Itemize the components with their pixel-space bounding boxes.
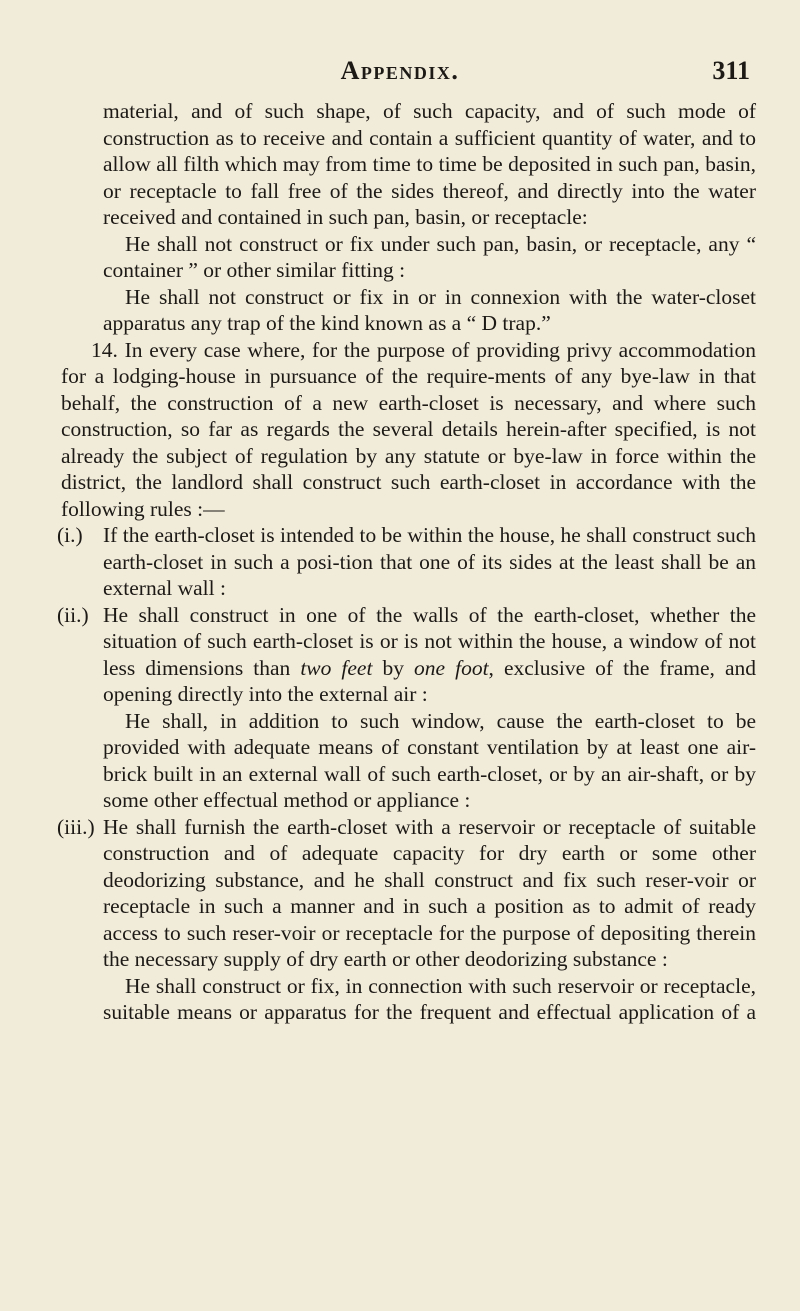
body-text (0, 98, 800, 1026)
rule-text-ii-italic-one-foot: one foot (414, 655, 489, 680)
rule-iii-apparatus-clause: He shall construct or fix, in connection with such reservoir or receptacle, suitable means or apparatus for the frequent and effectual application of a (103, 973, 756, 1024)
rule-number-i: (i.) (57, 523, 83, 547)
rule-number-ii: (ii.) (57, 602, 89, 627)
page-number: 311 (712, 56, 750, 85)
paragraph-section-14: 14. In every case where, for the purpose of providing privy accommodation for a lodging-house in pursuance of the require-ments of any bye-law in that behalf, the construction of a new earth-closet is necessary, and where such construction, so far as regards the several details herein-after specified, is not already the subject of regulation by any statute or bye-law in force within the district, the landlord shall construct such earth-closet in accordance with the following rules :— (61, 337, 756, 521)
rule-text-ii-italic-two-feet: two feet (300, 655, 373, 680)
paragraph-d-trap-clause: He shall not construct or fix in or in connexion with the water-closet apparatus any trap of the kind known as a “ D trap.” (103, 284, 756, 335)
running-head (0, 56, 800, 90)
rule-text-ii-before: He shall construct in one of the walls of the earth-closet, whether the situation of such earth-closet is or is not within the house, a window of not less dimensions than (103, 602, 756, 680)
rule-text-ii-after: , exclusive of the frame, and opening directly into the external air : (103, 655, 756, 706)
rule-item-iii (0, 814, 800, 973)
rule-text-iii: He shall furnish the earth-closet with a reservoir or receptacle of suitable construction and of adequate capacity for dry earth or some other deodorizing substance, and he shall construct and fix such reser-voir or receptacle in such a manner and in such a position as to admit of ready access to such reser-voir or receptacle for the purpose of depositing therein the necessary supply of dry earth or other deodorizing substance : (103, 814, 756, 971)
rule-item-ii (0, 602, 800, 708)
rule-item-i (0, 522, 800, 602)
rule-ii-ventilation-clause: He shall, in addition to such window, cause the earth-closet to be provided with adequate means of constant ventilation by at least one air-brick built in an external wall of such earth-closet, or by an air-shaft, or by some other effectual method or appliance : (103, 708, 756, 812)
rule-text-ii-mid: by (372, 655, 415, 680)
running-head-title: Appendix. (340, 56, 460, 85)
paragraph-continuation: material, and of such shape, of such capacity, and of such mode of construction as to receive and contain a sufficient quantity of water, and to allow all filth which may from time to time be deposited in such pan, basin, or receptacle to fall free of the sides thereof, and directly into the water received and contained in such pan, basin, or receptacle: (103, 99, 756, 229)
paragraph-container-clause: He shall not construct or fix under such pan, basin, or receptacle, any “ container ” or other similar fitting : (103, 231, 756, 282)
rule-text-i: If the earth-closet is intended to be within the house, he shall construct such earth-closet in such a posi-tion that one of its sides at the least shall be an external wall : (103, 523, 756, 600)
rule-number-iii: (iii.) (57, 814, 95, 839)
